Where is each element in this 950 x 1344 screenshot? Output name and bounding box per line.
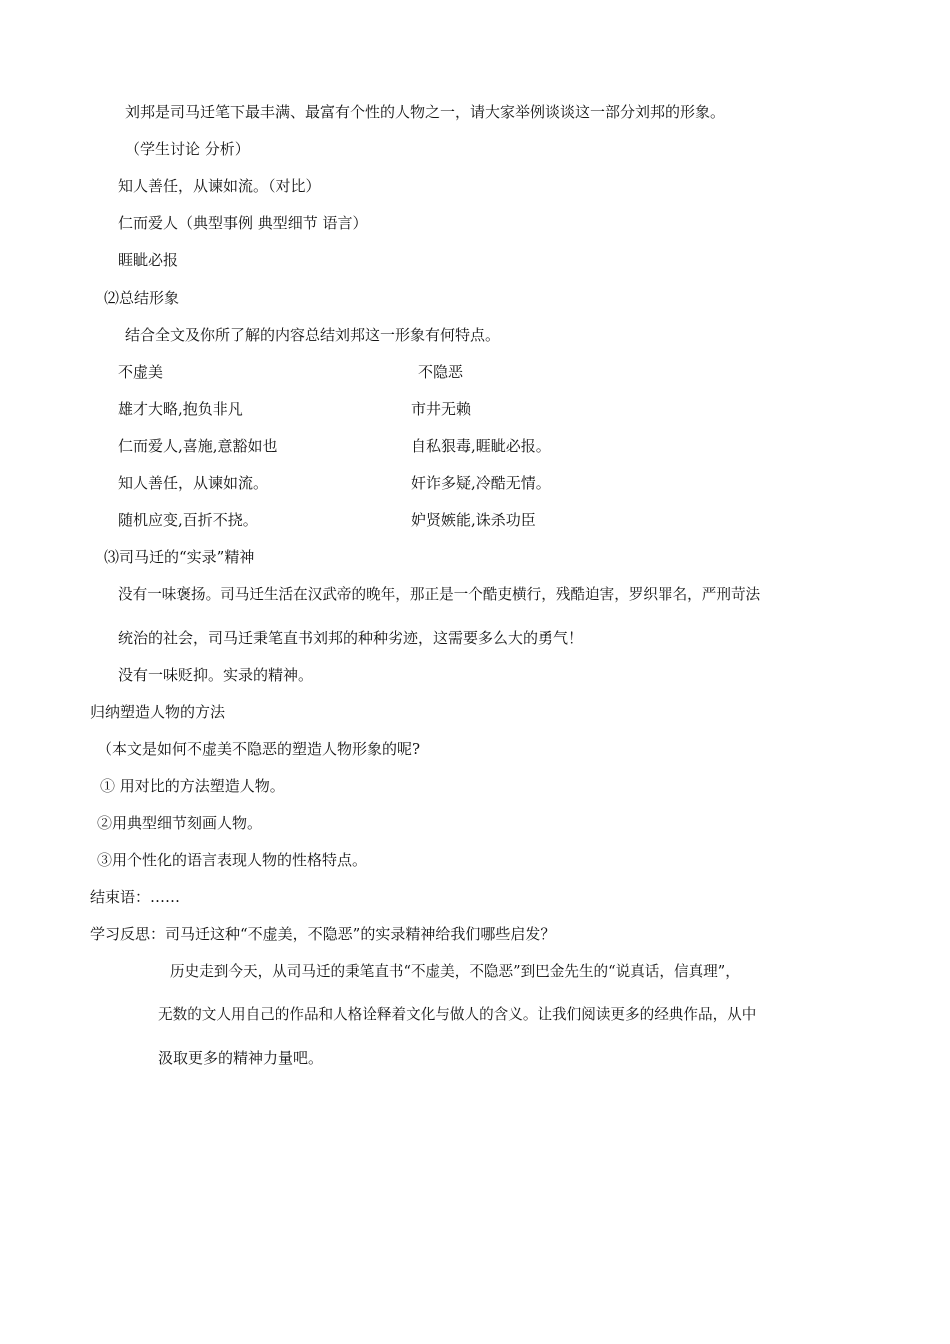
paragraph-line: 统治的社会，司马迁秉笔直书刘邦的种种劣迹，这需要多么大的勇气！ [118,629,584,647]
table-cell-right: 市井无赖 [411,400,472,418]
method-item: ③用个性化的语言表现人物的性格特点。 [97,851,368,869]
reflection-line: 汲取更多的精神力量吧。 [158,1049,324,1067]
section-prompt: 结合全文及你所了解的内容总结刘邦这一形象有何特点。 [125,326,501,344]
table-cell-right: 妒贤嫉能,诛杀功臣 [411,511,536,529]
trait-item: 知人善任，从谏如流。（对比） [118,177,321,195]
section-heading: 归纳塑造人物的方法 [90,703,226,721]
table-cell-right: 自私狠毒,睚眦必报。 [411,437,551,455]
table-header-right: 不隐恶 [418,363,464,381]
reflection-title: 学习反思：司马迁这种“不虚美，不隐恶”的实录精神给我们哪些启发？ [90,925,556,943]
table-header-left: 不虚美 [118,363,164,381]
method-item: ① 用对比的方法塑造人物。 [100,777,285,795]
table-cell-left: 知人善任，从谏如流。 [118,474,269,492]
trait-item: 睚眦必报 [118,251,179,269]
discussion-note: （学生讨论 分析） [125,140,250,158]
method-item: ②用典型细节刻画人物。 [97,814,263,832]
table-cell-left: 仁而爱人,喜施,意豁如也 [118,437,278,455]
section-heading: ⑵总结形象 [104,289,180,307]
table-cell-left: 雄才大略,抱负非凡 [118,400,243,418]
table-cell-right: 奸诈多疑,冷酷无情。 [411,474,551,492]
ending-text: 结束语：…… [90,888,181,906]
reflection-line: 历史走到今天，从司马迁的秉笔直书“不虚美，不隐恶”到巴金先生的“说真话，信真理”， [170,963,740,980]
paragraph-line: 没有一味贬抑。实录的精神。 [118,666,314,684]
intro-text: 刘邦是司马迁笔下最丰满、最富有个性的人物之一，请大家举例谈谈这一部分刘邦的形象。 [125,103,726,121]
paragraph-line: 没有一味褒扬。司马迁生活在汉武帝的晚年，那正是一个酷吏横行，残酷迫害，罗织罪名，严刑苛法 [118,586,761,603]
reflection-line: 无数的文人用自己的作品和人格诠释着文化与做人的含义。让我们阅读更多的经典作品，从中 [158,1006,757,1023]
table-cell-left: 随机应变,百折不挠。 [118,511,258,529]
section-heading: ⑶司马迁的“实录”精神 [104,548,255,566]
trait-item: 仁而爱人（典型事例 典型细节 语言） [118,214,368,232]
methods-question: （本文是如何不虚美不隐恶的塑造人物形象的呢? [97,740,421,758]
